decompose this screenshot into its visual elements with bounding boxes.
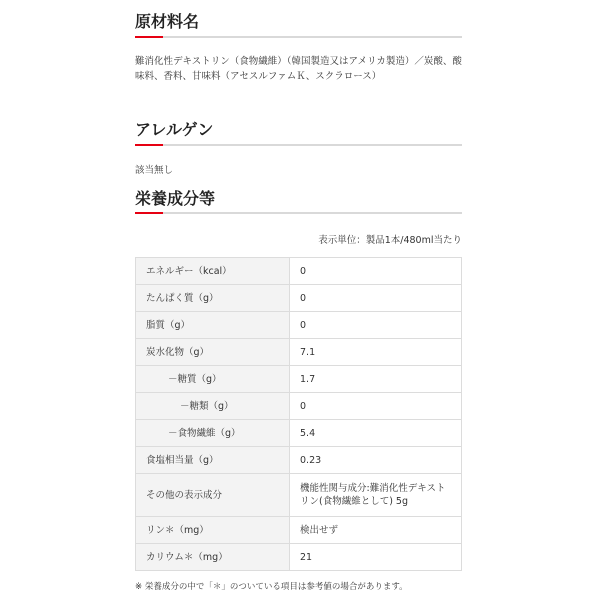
- heading-accent: [135, 144, 163, 146]
- row-label: [136, 447, 290, 474]
- protein-value: 0: [300, 292, 307, 304]
- dietary-fiber-label: －食物繊維（g）: [168, 427, 241, 439]
- row-value: [290, 474, 462, 517]
- row-value: [290, 285, 462, 312]
- carbohydrate-value: 7.1: [300, 346, 316, 358]
- table-row: [136, 544, 462, 571]
- allergen-text: 該当無し: [135, 165, 174, 176]
- sugars-label: －糖類（g）: [180, 400, 234, 412]
- row-value: [290, 312, 462, 339]
- other-components-value: 機能性関与成分:難消化性デキストリン(食物繊維として) 5g: [300, 483, 446, 507]
- row-label: [136, 544, 290, 571]
- row-value: [290, 517, 462, 544]
- carbohydrate-label: 炭水化物（g）: [146, 346, 210, 358]
- row-value: [290, 393, 462, 420]
- table-row: [136, 447, 462, 474]
- fat-label: 脂質（g）: [146, 319, 191, 331]
- potassium-label: カリウム＊（mg）: [146, 551, 228, 563]
- ingredients-text: 難消化性デキストリン（食物繊維）（韓国製造又はアメリカ製造）／炭酸、酸味料、香料、甘味料（アセスルファムＫ、スクラロース）: [135, 56, 462, 82]
- row-label: [136, 366, 290, 393]
- unit-note: 表示単位：製品1本/480ml当たり: [318, 235, 462, 246]
- heading-accent: [135, 212, 163, 214]
- phosphorus-label: リン＊（mg）: [146, 524, 209, 536]
- nutrition-table: [135, 257, 462, 571]
- sugar-label: －糖質（g）: [168, 373, 222, 385]
- protein-label: たんぱく質（g）: [146, 292, 219, 304]
- table-row: [136, 312, 462, 339]
- other-components-label: その他の表示成分: [146, 489, 223, 501]
- row-value: [290, 544, 462, 571]
- row-label: [136, 285, 290, 312]
- row-label: [136, 312, 290, 339]
- nutrition-footnote: ※ 栄養成分の中で「＊」のついている項目は参考値の場合があります。: [135, 582, 408, 592]
- row-label: [136, 420, 290, 447]
- row-value: [290, 420, 462, 447]
- heading-accent: [135, 36, 163, 38]
- row-label: [136, 393, 290, 420]
- table-row: [136, 517, 462, 544]
- salt-value: 0.23: [300, 454, 322, 466]
- row-label: [136, 474, 290, 517]
- ingredients-heading-rule: [135, 36, 462, 38]
- energy-value: 0: [300, 265, 307, 277]
- ingredients-heading: 原材料名: [135, 12, 200, 31]
- table-row: [136, 366, 462, 393]
- row-label: [136, 517, 290, 544]
- row-value: [290, 366, 462, 393]
- allergen-heading-rule: [135, 144, 462, 146]
- sugar-value: 1.7: [300, 373, 316, 385]
- sugars-value: 0: [300, 400, 307, 412]
- table-row: [136, 393, 462, 420]
- row-label: [136, 339, 290, 366]
- energy-label: エネルギー（kcal）: [146, 265, 232, 277]
- table-row: [136, 285, 462, 312]
- allergen-heading: アレルゲン: [135, 120, 214, 139]
- row-value: [290, 339, 462, 366]
- table-row: [136, 474, 462, 517]
- row-value: [290, 258, 462, 285]
- dietary-fiber-value: 5.4: [300, 427, 316, 439]
- table-row: [136, 339, 462, 366]
- nutrition-heading: 栄養成分等: [135, 189, 216, 208]
- table-row: [136, 420, 462, 447]
- table-row: [136, 258, 462, 285]
- nutrition-heading-rule: [135, 212, 462, 214]
- row-value: [290, 447, 462, 474]
- row-label: [136, 258, 290, 285]
- salt-label: 食塩相当量（g）: [146, 454, 219, 466]
- fat-value: 0: [300, 319, 307, 331]
- potassium-value: 21: [300, 551, 313, 563]
- phosphorus-value: 検出せず: [300, 524, 339, 536]
